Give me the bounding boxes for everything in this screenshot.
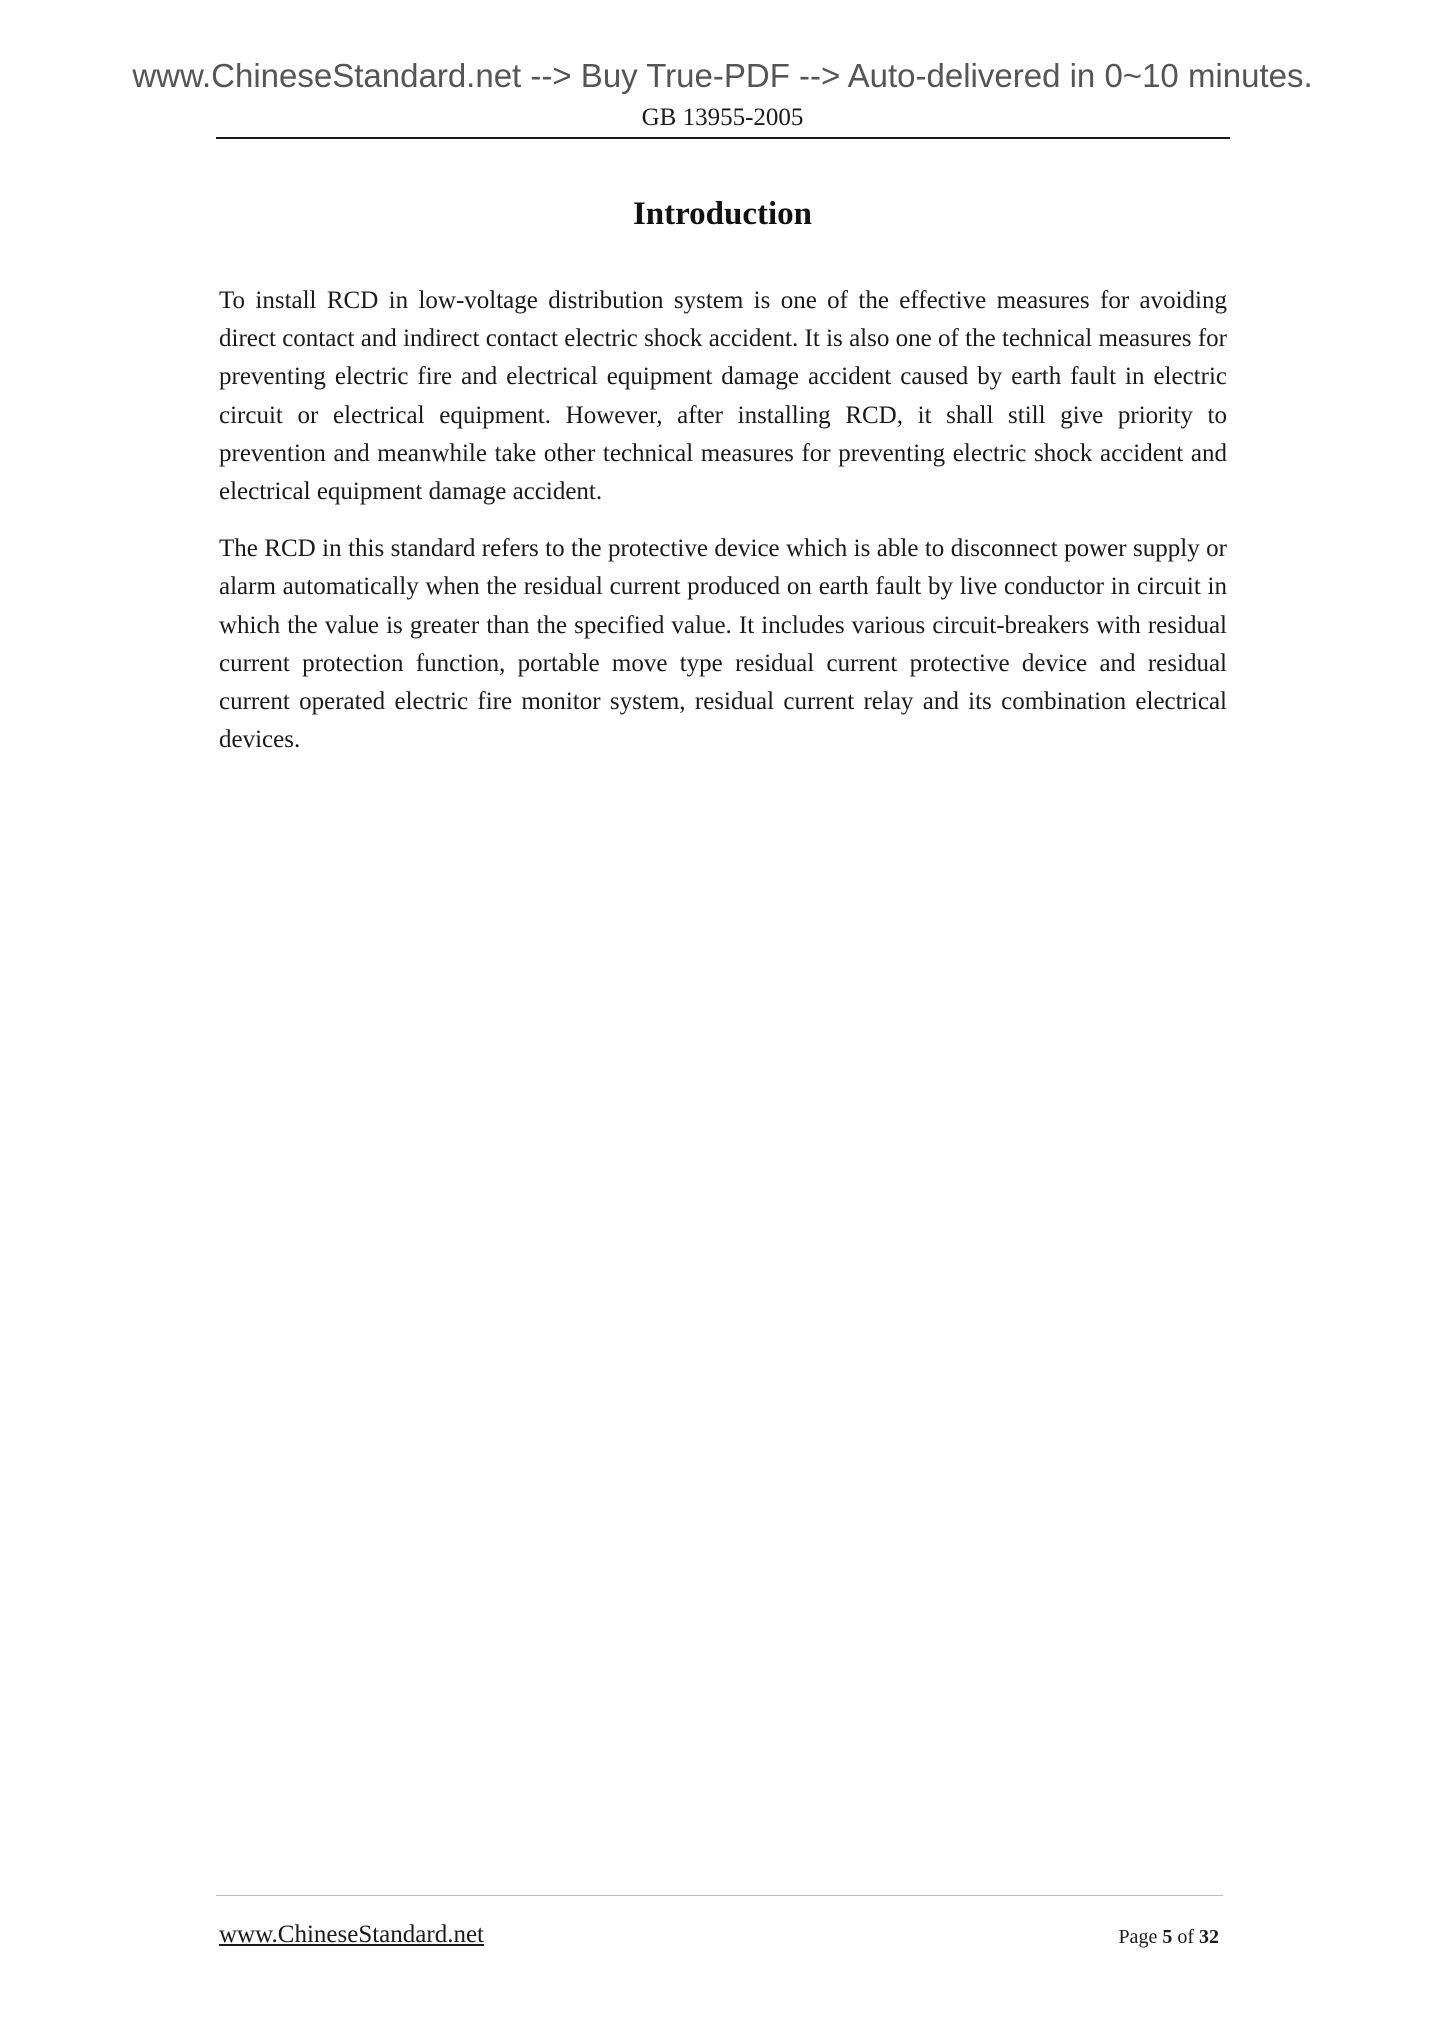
page-number — [1118, 1924, 1219, 1950]
banner-text: www.ChineseStandard.net --> Buy True-PDF --> Auto-delivered in 0~10 minutes. — [132, 57, 1313, 94]
standard-code: GB 13955-2005 — [641, 104, 804, 131]
page-total: 32 — [1199, 1926, 1219, 1948]
page-title: Introduction — [632, 196, 813, 232]
page-prefix: Page — [1118, 1926, 1158, 1948]
body-paragraph: The RCD in this standard refers to the protective device which is able to disconnect power supply or alarm automatically when the residual current produced on earth fault by live conductor in circuit in which the value is greater than the specified value. It includes various circuit-breakers with residual current protection function, portable move type residual current protective device and residual current operated electric fire monitor system, residual current relay and its combination electrical devices. — [219, 535, 1227, 754]
footer-site-link[interactable]: www.ChineseStandard.net — [219, 1921, 484, 1948]
page-of: of — [1177, 1926, 1194, 1948]
header-divider — [216, 137, 1230, 139]
footer-divider — [216, 1895, 1223, 1896]
document-body — [219, 282, 1227, 778]
page-current: 5 — [1162, 1926, 1173, 1948]
body-paragraph: To install RCD in low-voltage distribution system is one of the effective measures for avoiding direct contact and indirect contact electric shock accident. It is also one of the technical measures for preventing electric fire and electrical equipment damage accident caused by earth fault in electric circuit or electrical equipment. However, after installing RCD, it shall still give priority to prevention and meanwhile take other technical measures for preventing electric shock accident and electrical equipment damage accident. — [219, 287, 1227, 506]
